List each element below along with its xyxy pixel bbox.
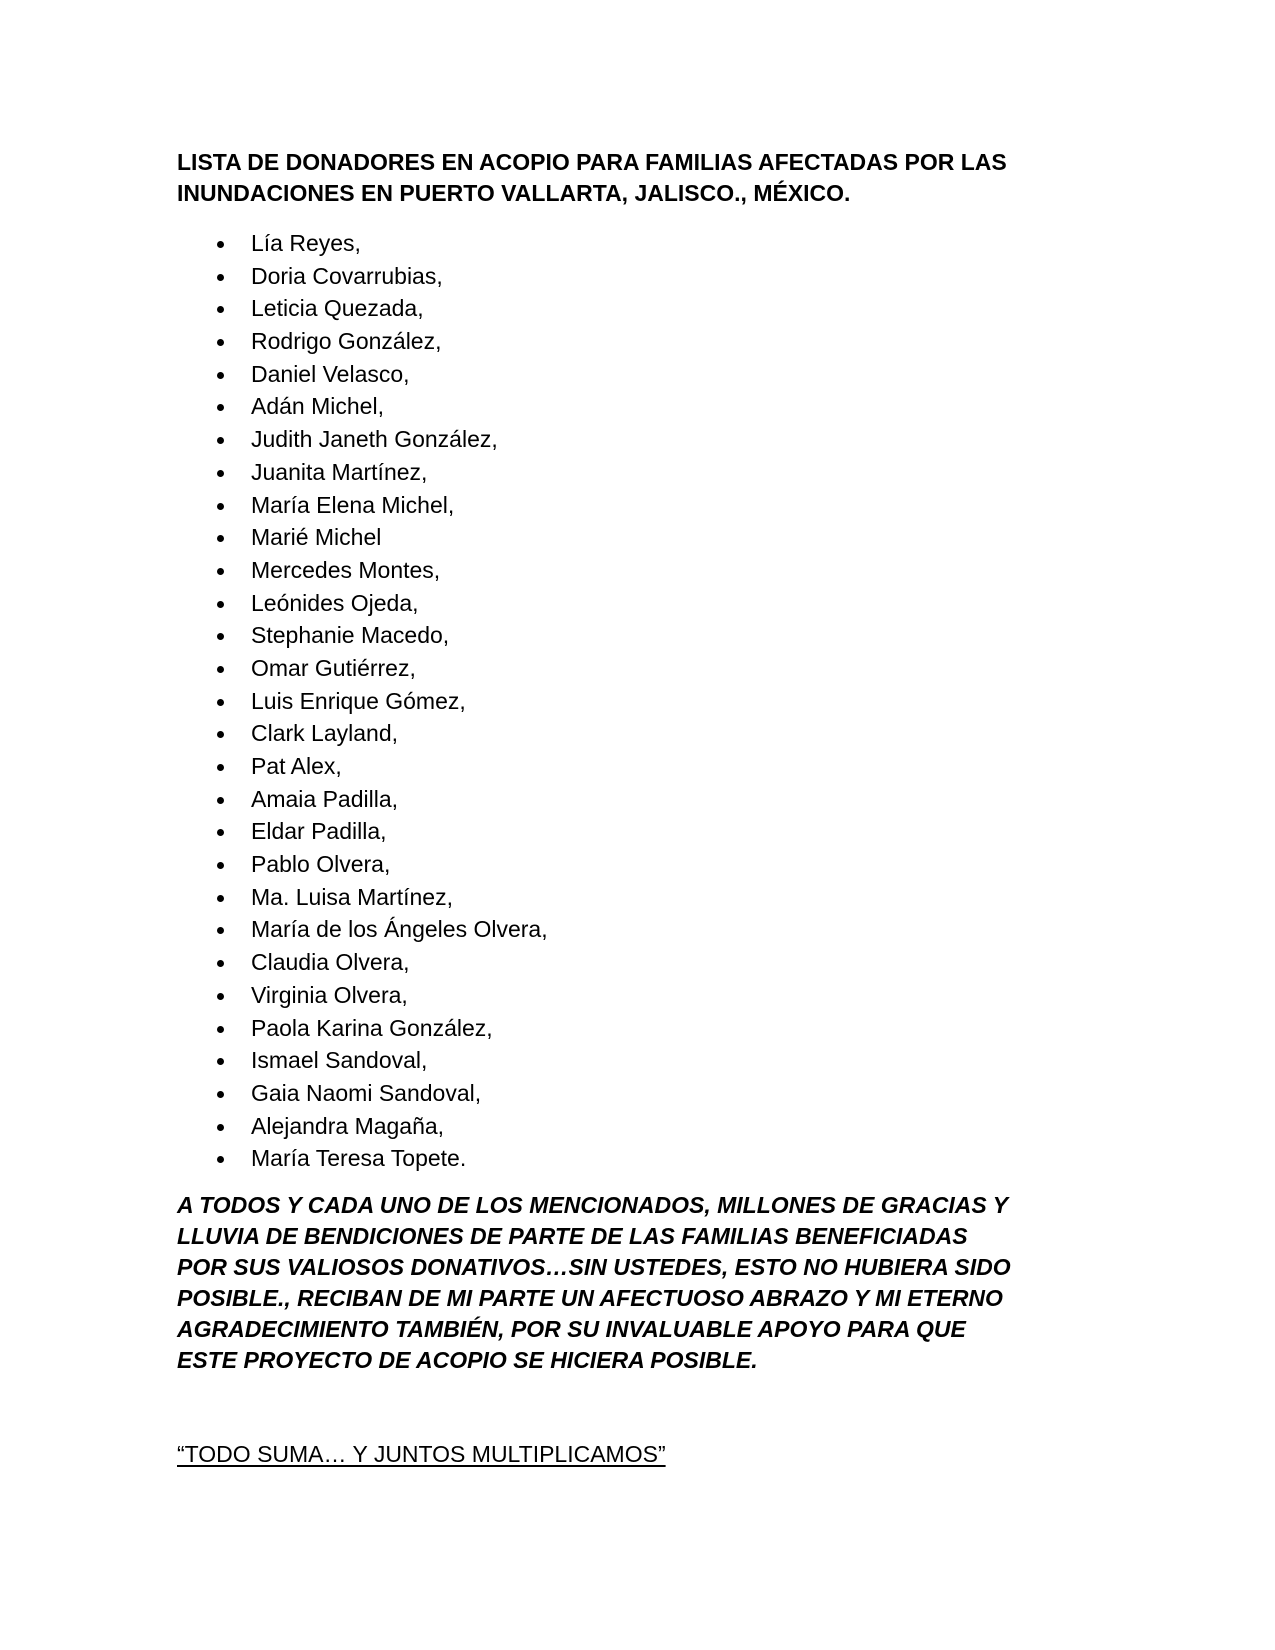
donor-name: Alejandra Magaña, — [251, 1112, 445, 1139]
list-item — [177, 227, 548, 260]
donor-name: Daniel Velasco, — [251, 360, 410, 387]
list-item — [177, 423, 548, 456]
donor-name: Pablo Olvera, — [251, 851, 391, 878]
donor-name: Marié Michel — [251, 524, 382, 551]
list-item — [177, 554, 548, 587]
donor-name: Rodrigo González, — [251, 328, 442, 355]
bullet-icon — [217, 797, 224, 804]
list-item — [177, 325, 548, 358]
bullet-icon — [217, 699, 224, 706]
donor-name: Ismael Sandoval, — [251, 1047, 428, 1074]
donor-name: Adán Michel, — [251, 393, 384, 420]
donor-name: Doria Covarrubias, — [251, 262, 443, 289]
list-item — [177, 358, 548, 391]
bullet-icon — [217, 372, 224, 379]
donor-name: Lía Reyes, — [251, 230, 361, 256]
donor-name: María de los Ángeles Olvera, — [251, 916, 548, 943]
donor-name: Omar Gutiérrez, — [251, 654, 416, 681]
donor-name: María Teresa Topete. — [251, 1145, 467, 1172]
bullet-icon — [217, 895, 224, 902]
donor-name: María Elena Michel, — [251, 491, 455, 518]
donor-name: Juanita Martínez, — [251, 458, 428, 485]
bullet-icon — [217, 503, 224, 510]
thanks-line: AGRADECIMIENTO TAMBIÉN, POR SU INVALUABLE APOYO PARA QUE — [177, 1316, 966, 1342]
list-item — [177, 881, 548, 914]
list-item — [177, 390, 548, 423]
bullet-icon — [217, 1124, 224, 1131]
list-item — [177, 456, 548, 489]
list-item — [177, 1142, 548, 1175]
thanks-paragraph — [177, 1190, 1117, 1376]
thanks-line: ESTE PROYECTO DE ACOPIO SE HICIERA POSIBLE. — [177, 1347, 758, 1373]
list-item — [177, 783, 548, 816]
donor-name: Paola Karina González, — [251, 1014, 493, 1041]
bullet-icon — [217, 1091, 224, 1098]
bullet-icon — [217, 764, 224, 771]
list-item — [177, 979, 548, 1012]
bullet-icon — [217, 1156, 224, 1163]
donor-name: Mercedes Montes, — [251, 556, 441, 583]
bullet-icon — [217, 404, 224, 411]
list-item — [177, 619, 548, 652]
donor-name: Stephanie Macedo, — [251, 622, 450, 649]
bullet-icon — [217, 731, 224, 738]
list-item — [177, 652, 548, 685]
donor-name: Judith Janeth González, — [251, 426, 498, 453]
list-item — [177, 815, 548, 848]
bullet-icon — [217, 666, 224, 673]
bullet-icon — [217, 339, 224, 346]
list-item — [177, 685, 548, 718]
thanks-line: LLUVIA DE BENDICIONES DE PARTE DE LAS FAMILIAS BENEFICIADAS — [177, 1223, 968, 1249]
document-title — [177, 147, 1117, 209]
list-item — [177, 489, 548, 522]
bullet-icon — [217, 927, 224, 934]
bullet-icon — [217, 568, 224, 575]
donor-list — [177, 227, 548, 1175]
list-item — [177, 1012, 548, 1045]
thanks-line: POSIBLE., RECIBAN DE MI PARTE UN AFECTUOSO ABRAZO Y MI ETERNO — [177, 1285, 1003, 1311]
list-item — [177, 1110, 548, 1143]
donor-name: Virginia Olvera, — [251, 981, 408, 1008]
list-item — [177, 750, 548, 783]
bullet-icon — [217, 862, 224, 869]
title-line-2: INUNDACIONES EN PUERTO VALLARTA, JALISCO., MÉXICO. — [177, 180, 851, 206]
donor-name: Leónides Ojeda, — [251, 589, 419, 616]
donor-name: Luis Enrique Gómez, — [251, 687, 466, 714]
donor-name: Gaia Naomi Sandoval, — [251, 1079, 482, 1106]
bullet-icon — [217, 993, 224, 1000]
list-item — [177, 1044, 548, 1077]
list-item — [177, 587, 548, 620]
list-item — [177, 260, 548, 293]
bullet-icon — [217, 1058, 224, 1065]
thanks-line: A TODOS Y CADA UNO DE LOS MENCIONADOS, MILLONES DE GRACIAS Y — [177, 1192, 1009, 1218]
bullet-icon — [217, 437, 224, 444]
list-item — [177, 848, 548, 881]
donor-name: Claudia Olvera, — [251, 949, 410, 976]
motto: “TODO SUMA… Y JUNTOS MULTIPLICAMOS” — [177, 1441, 666, 1467]
title-line-1: LISTA DE DONADORES EN ACOPIO PARA FAMILIAS AFECTADAS POR LAS — [177, 149, 1007, 175]
bullet-icon — [217, 601, 224, 608]
donor-name: Leticia Quezada, — [251, 295, 424, 322]
list-item — [177, 913, 548, 946]
bullet-icon — [217, 241, 224, 248]
bullet-icon — [217, 470, 224, 477]
list-item — [177, 946, 548, 979]
bullet-icon — [217, 535, 224, 542]
bullet-icon — [217, 633, 224, 640]
donor-name: Clark Layland, — [251, 720, 399, 747]
donor-name: Eldar Padilla, — [251, 818, 387, 845]
thanks-line: POR SUS VALIOSOS DONATIVOS…SIN USTEDES, ESTO NO HUBIERA SIDO — [177, 1254, 1011, 1280]
list-item — [177, 521, 548, 554]
donor-name: Amaia Padilla, — [251, 785, 399, 812]
bullet-icon — [217, 829, 224, 836]
donor-name: Pat Alex, — [251, 753, 342, 779]
list-item — [177, 717, 548, 750]
bullet-icon — [217, 274, 224, 281]
donor-name: Ma. Luisa Martínez, — [251, 883, 453, 910]
bullet-icon — [217, 306, 224, 313]
list-item — [177, 1077, 548, 1110]
list-item — [177, 292, 548, 325]
bullet-icon — [217, 960, 224, 967]
bullet-icon — [217, 1026, 224, 1033]
